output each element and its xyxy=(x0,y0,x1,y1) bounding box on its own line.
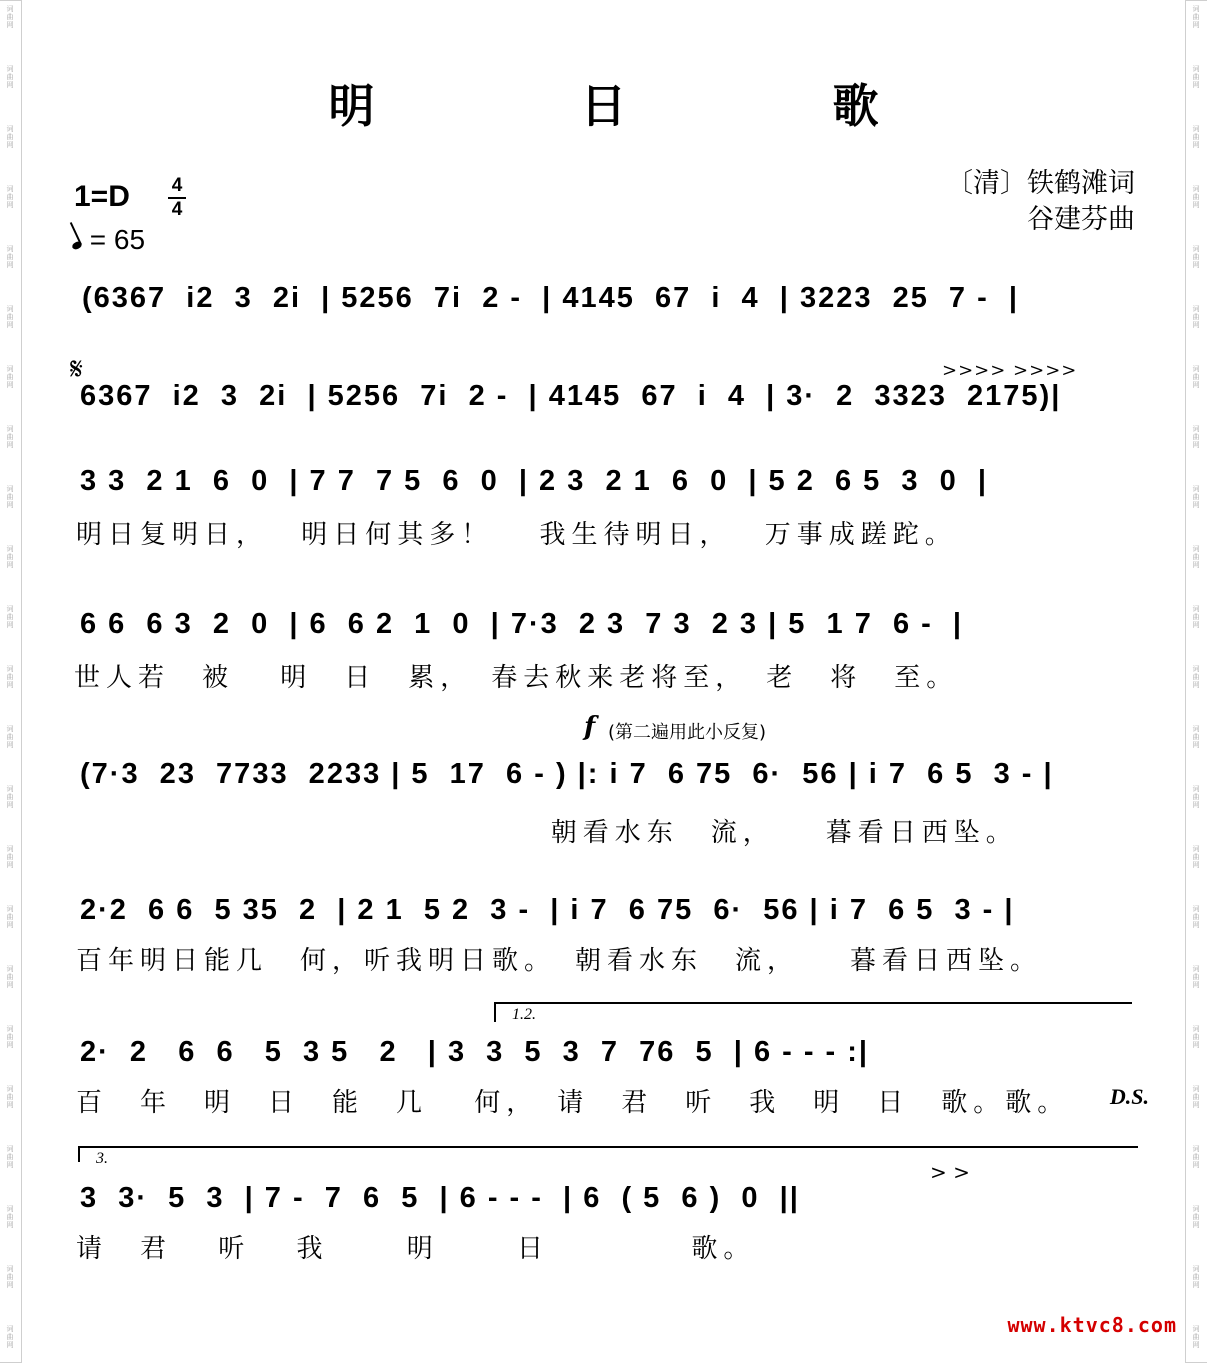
watermark-text: 词 曲 网 xyxy=(6,725,14,749)
notation-line-6: 2·2 6 6 5 35 2 | 2 1 5 2 3 - | i 7 6 75 6· 56 | i 7 6 5 3 - | xyxy=(80,894,1015,926)
watermark-text: 词 曲 网 xyxy=(1192,245,1200,269)
notation-line-4: 6 6 6 3 2 0 | 6 6 2 1 0 | 7·3 2 3 7 3 2 3 | 5 1 7 6 - | xyxy=(80,608,964,640)
time-bottom: 4 xyxy=(171,199,183,220)
tempo-marking xyxy=(72,224,145,256)
volta-1-label: 1.2. xyxy=(512,1006,536,1023)
credits xyxy=(946,166,1135,238)
site-watermark xyxy=(1007,1313,1177,1337)
key-signature: 1=D xyxy=(74,180,130,213)
accent-marks-2: > > xyxy=(930,1160,970,1184)
watermark-text: 词 曲 网 xyxy=(6,5,14,29)
watermark-text: 词 曲 网 xyxy=(6,1325,14,1349)
notation-line-1: (6367 i2 3 2i | 5256 7i 2 - | 4145 67 i 4 | 3223 25 7 - | xyxy=(82,282,1020,314)
notation-line-7: 2· 2 6 6 5 3 5 2 | 3 3 5 3 7 76 5 | 6 - - - :| xyxy=(80,1036,870,1068)
watermark-text: 词 曲 网 xyxy=(1192,665,1200,689)
watermark-text: 词 曲 网 xyxy=(6,1265,14,1289)
watermark-text: 词 曲 网 xyxy=(1192,1145,1200,1169)
watermark-text: 词 曲 网 xyxy=(6,845,14,869)
watermark-text: 词 曲 网 xyxy=(6,425,14,449)
lyricist-credit: 〔清〕铁鹤滩词 xyxy=(946,168,1135,199)
watermark-text: 词 曲 网 xyxy=(6,65,14,89)
watermark-text: 词 曲 网 xyxy=(1192,1265,1200,1289)
watermark-text: 词 曲 网 xyxy=(1192,605,1200,629)
time-top: 4 xyxy=(171,175,183,196)
watermark-text: 词 曲 网 xyxy=(6,905,14,929)
watermark-text: 词 曲 网 xyxy=(6,485,14,509)
watermark-text: 词 曲 网 xyxy=(6,1145,14,1169)
watermark-text: 词 曲 网 xyxy=(1192,365,1200,389)
watermark-text: 词 曲 网 xyxy=(1192,485,1200,509)
composer-credit: 谷建芬曲 xyxy=(1027,204,1135,235)
quarter-note-icon xyxy=(71,240,83,251)
watermark-text: 词 曲 网 xyxy=(1192,1085,1200,1109)
right-border xyxy=(1185,0,1207,1363)
watermark-text: 词 曲 网 xyxy=(6,1085,14,1109)
watermark-text: 词 曲 网 xyxy=(1192,125,1200,149)
watermark-text: 词 曲 网 xyxy=(1192,305,1200,329)
watermark-text: 词 曲 网 xyxy=(1192,1205,1200,1229)
volta-1-bracket xyxy=(494,1002,1132,1022)
watermark-text: 词 曲 网 xyxy=(1192,1025,1200,1049)
watermark-text: 词 曲 网 xyxy=(1192,965,1200,989)
watermark-text: 词 曲 网 xyxy=(6,965,14,989)
repeat-note: (第二遍用此小反复) xyxy=(608,722,767,743)
lyrics-line-3: 明日复明日， 明日何其多！ 我生待明日， 万事成蹉跎。 xyxy=(76,520,957,550)
volta-2-label: 3. xyxy=(96,1150,108,1167)
watermark-text: 词 曲 网 xyxy=(1192,185,1200,209)
lyrics-line-7: 百 年 明 日 能 几 何， 请 君 听 我 明 日 歌。歌。 xyxy=(76,1088,1070,1118)
watermark-text: 词 曲 网 xyxy=(1192,425,1200,449)
watermark-text: 词 曲 网 xyxy=(6,245,14,269)
watermark-text: 词 曲 网 xyxy=(1192,65,1200,89)
watermark-text: 词 曲 网 xyxy=(6,545,14,569)
watermark-text: 词 曲 网 xyxy=(6,305,14,329)
watermark-text: 词 曲 网 xyxy=(1192,545,1200,569)
watermark-text: 词 曲 网 xyxy=(1192,905,1200,929)
watermark-text: 词 曲 网 xyxy=(1192,845,1200,869)
accent-marks: >>>> >>>> xyxy=(942,360,1078,381)
song-title: 明 日 歌 xyxy=(328,79,959,133)
watermark-text: 词 曲 网 xyxy=(6,365,14,389)
notation-line-2: 6367 i2 3 2i | 5256 7i 2 - | 4145 67 i 4 | 3· 2 3323 2175)| xyxy=(80,380,1062,412)
watermark-text: 词 曲 网 xyxy=(6,605,14,629)
watermark-text: 词 曲 网 xyxy=(1192,785,1200,809)
lyrics-line-4: 世人若 被 明 日 累， 春去秋来老将至， 老 将 至。 xyxy=(74,663,959,693)
left-border xyxy=(0,0,22,1363)
watermark-text: 词 曲 网 xyxy=(6,185,14,209)
site-url: www.ktvc8.com xyxy=(1007,1313,1177,1337)
watermark-text: 词 曲 网 xyxy=(1192,1325,1200,1349)
time-signature xyxy=(168,176,186,220)
dynamic-forte: f xyxy=(584,712,596,742)
watermark-text: 词 曲 网 xyxy=(6,665,14,689)
volta-2-bracket xyxy=(78,1146,1138,1162)
notation-line-3: 3 3 2 1 6 0 | 7 7 7 5 6 0 | 2 3 2 1 6 0 | 5 2 6 5 3 0 | xyxy=(80,465,988,497)
lyrics-line-8: 请 君 听 我 明 日 歌。 xyxy=(76,1234,756,1264)
watermark-text: 词 曲 网 xyxy=(6,1025,14,1049)
watermark-text: 词 曲 网 xyxy=(1192,725,1200,749)
watermark-text: 词 曲 网 xyxy=(6,125,14,149)
segno-icon: 𝄋 xyxy=(70,352,83,387)
lyrics-line-6: 百年明日能几 何，听我明日歌。 朝看水东 流， 暮看日西坠。 xyxy=(76,946,1043,976)
watermark-text: 词 曲 网 xyxy=(6,1205,14,1229)
watermark-text: 词 曲 网 xyxy=(6,785,14,809)
tempo-value: = 65 xyxy=(89,224,146,255)
notation-line-8: 3 3· 5 3 | 7 - 7 6 5 | 6 - - - | 6 ( 5 6 ) 0 || xyxy=(80,1182,800,1214)
dal-segno: D.S. xyxy=(1109,1084,1149,1109)
lyrics-line-5: 朝看水东 流， 暮看日西坠。 xyxy=(80,818,1018,848)
watermark-text: 词 曲 网 xyxy=(1192,5,1200,29)
notation-line-5: (7·3 23 7733 2233 | 5 17 6 - ) |: i 7 6 75 6· 56 | i 7 6 5 3 - | xyxy=(80,758,1054,790)
